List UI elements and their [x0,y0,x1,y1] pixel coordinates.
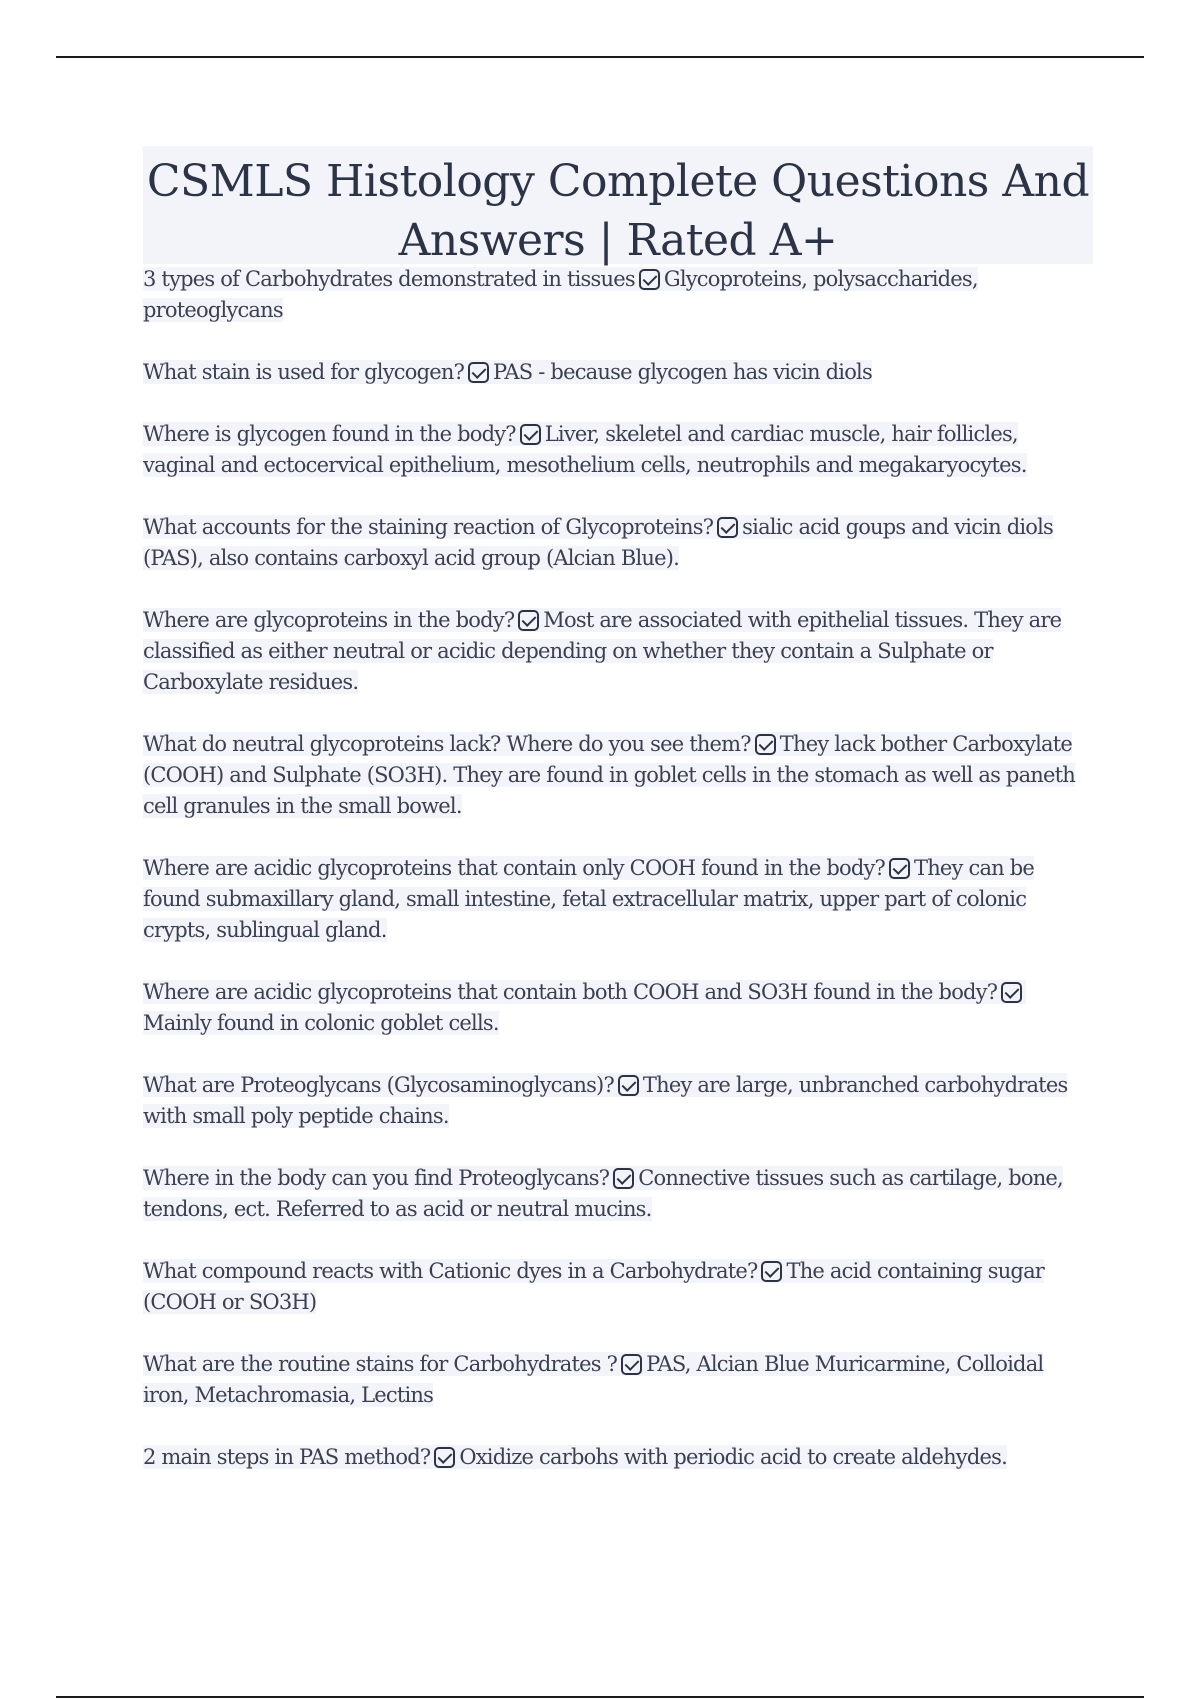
bottom-rule [56,1696,1144,1698]
answer-text: They lack bother Carboxylate (COOH) and Sulphate (SO3H). They are found in goblet cells in the stomach as well as paneth cell granules in the small bowel. [143,732,1076,818]
qa-item [143,419,1093,481]
qa-item [143,1442,1093,1473]
qa-item [143,1163,1093,1225]
question-text: What compound reacts with Cationic dyes in a Carbohydrate? [143,1259,758,1283]
answer-text: Liver, skeletel and cardiac muscle, hair follicles, vaginal and ectocervical epithelium, mesothelium cells, neutrophils and megakaryocytes. [143,422,1027,477]
checkbox-checked-icon [434,1447,455,1468]
checkbox-checked-icon [755,734,776,755]
question-text: Where are acidic glycoproteins that contain both COOH and SO3H found in the body? [143,980,998,1004]
question-text: What are the routine stains for Carbohydrates ? [143,1352,618,1376]
checkbox-checked-icon [621,1354,642,1375]
qa-item [143,357,1093,388]
top-rule [56,56,1144,58]
checkbox-checked-icon [468,362,489,383]
checkbox-checked-icon [717,517,738,538]
qa-item [143,512,1093,574]
answer-text: Oxidize carbohs with periodic acid to create aldehydes. [459,1445,1007,1469]
question-text: 3 types of Carbohydrates demonstrated in tissues [143,267,635,291]
question-text: Where is glycogen found in the body? [143,422,516,446]
qa-item [143,729,1093,822]
qa-item [143,977,1093,1039]
checkbox-checked-icon [520,424,541,445]
title-block [143,146,1093,264]
qa-item [143,853,1093,946]
qa-item [143,1070,1093,1132]
question-text: 2 main steps in PAS method? [143,1445,431,1469]
checkbox-checked-icon [518,610,539,631]
question-text: Where in the body can you find Proteoglycans? [143,1166,610,1190]
answer-text: Connective tissues such as cartilage, bone, tendons, ect. Referred to as acid or neutral mucins. [143,1166,1063,1221]
qa-item [143,1349,1093,1411]
checkbox-checked-icon [618,1075,639,1096]
answer-text: sialic acid goups and vicin diols (PAS), also contains carboxyl acid group (Alcian Blue). [143,515,1053,570]
checkbox-checked-icon [761,1261,782,1282]
answer-text: Most are associated with epithelial tissues. They are classified as either neutral or acidic depending on whether they contain a Sulphate or Carboxylate residues. [143,608,1062,694]
answer-text: PAS, Alcian Blue Muricarmine, Colloidal iron, Metachromasia, Lectins [143,1352,1044,1407]
answer-text: PAS - because glycogen has vicin diols [493,360,872,384]
answer-text: They are large, unbranched carbohydrates with small poly peptide chains. [143,1073,1068,1128]
qa-list [143,264,1093,1473]
question-text: Where are glycoproteins in the body? [143,608,515,632]
checkbox-checked-icon [639,269,660,290]
page-content [143,146,1093,1504]
checkbox-checked-icon [1001,982,1022,1003]
question-text: Where are acidic glycoproteins that contain only COOH found in the body? [143,856,885,880]
question-text: What stain is used for glycogen? [143,360,465,384]
answer-text: Mainly found in colonic goblet cells. [143,1011,499,1035]
qa-item [143,264,1093,326]
checkbox-checked-icon [889,858,910,879]
qa-item [143,605,1093,698]
question-text: What do neutral glycoproteins lack? Where do you see them? [143,732,751,756]
question-text: What accounts for the staining reaction of Glycoproteins? [143,515,714,539]
answer-text: They can be found submaxillary gland, small intestine, fetal extracellular matrix, upper part of colonic crypts, sublingual gland. [143,856,1035,942]
answer-text: The acid containing sugar (COOH or SO3H) [143,1259,1045,1314]
question-text: What are Proteoglycans (Glycosaminoglycans)? [143,1073,614,1097]
checkbox-checked-icon [613,1168,634,1189]
answer-text: Glycoproteins, polysaccharides, proteoglycans [143,267,978,322]
qa-item [143,1256,1093,1318]
document-title: CSMLS Histology Complete Questions And Answers | Rated A+ [146,156,1090,266]
